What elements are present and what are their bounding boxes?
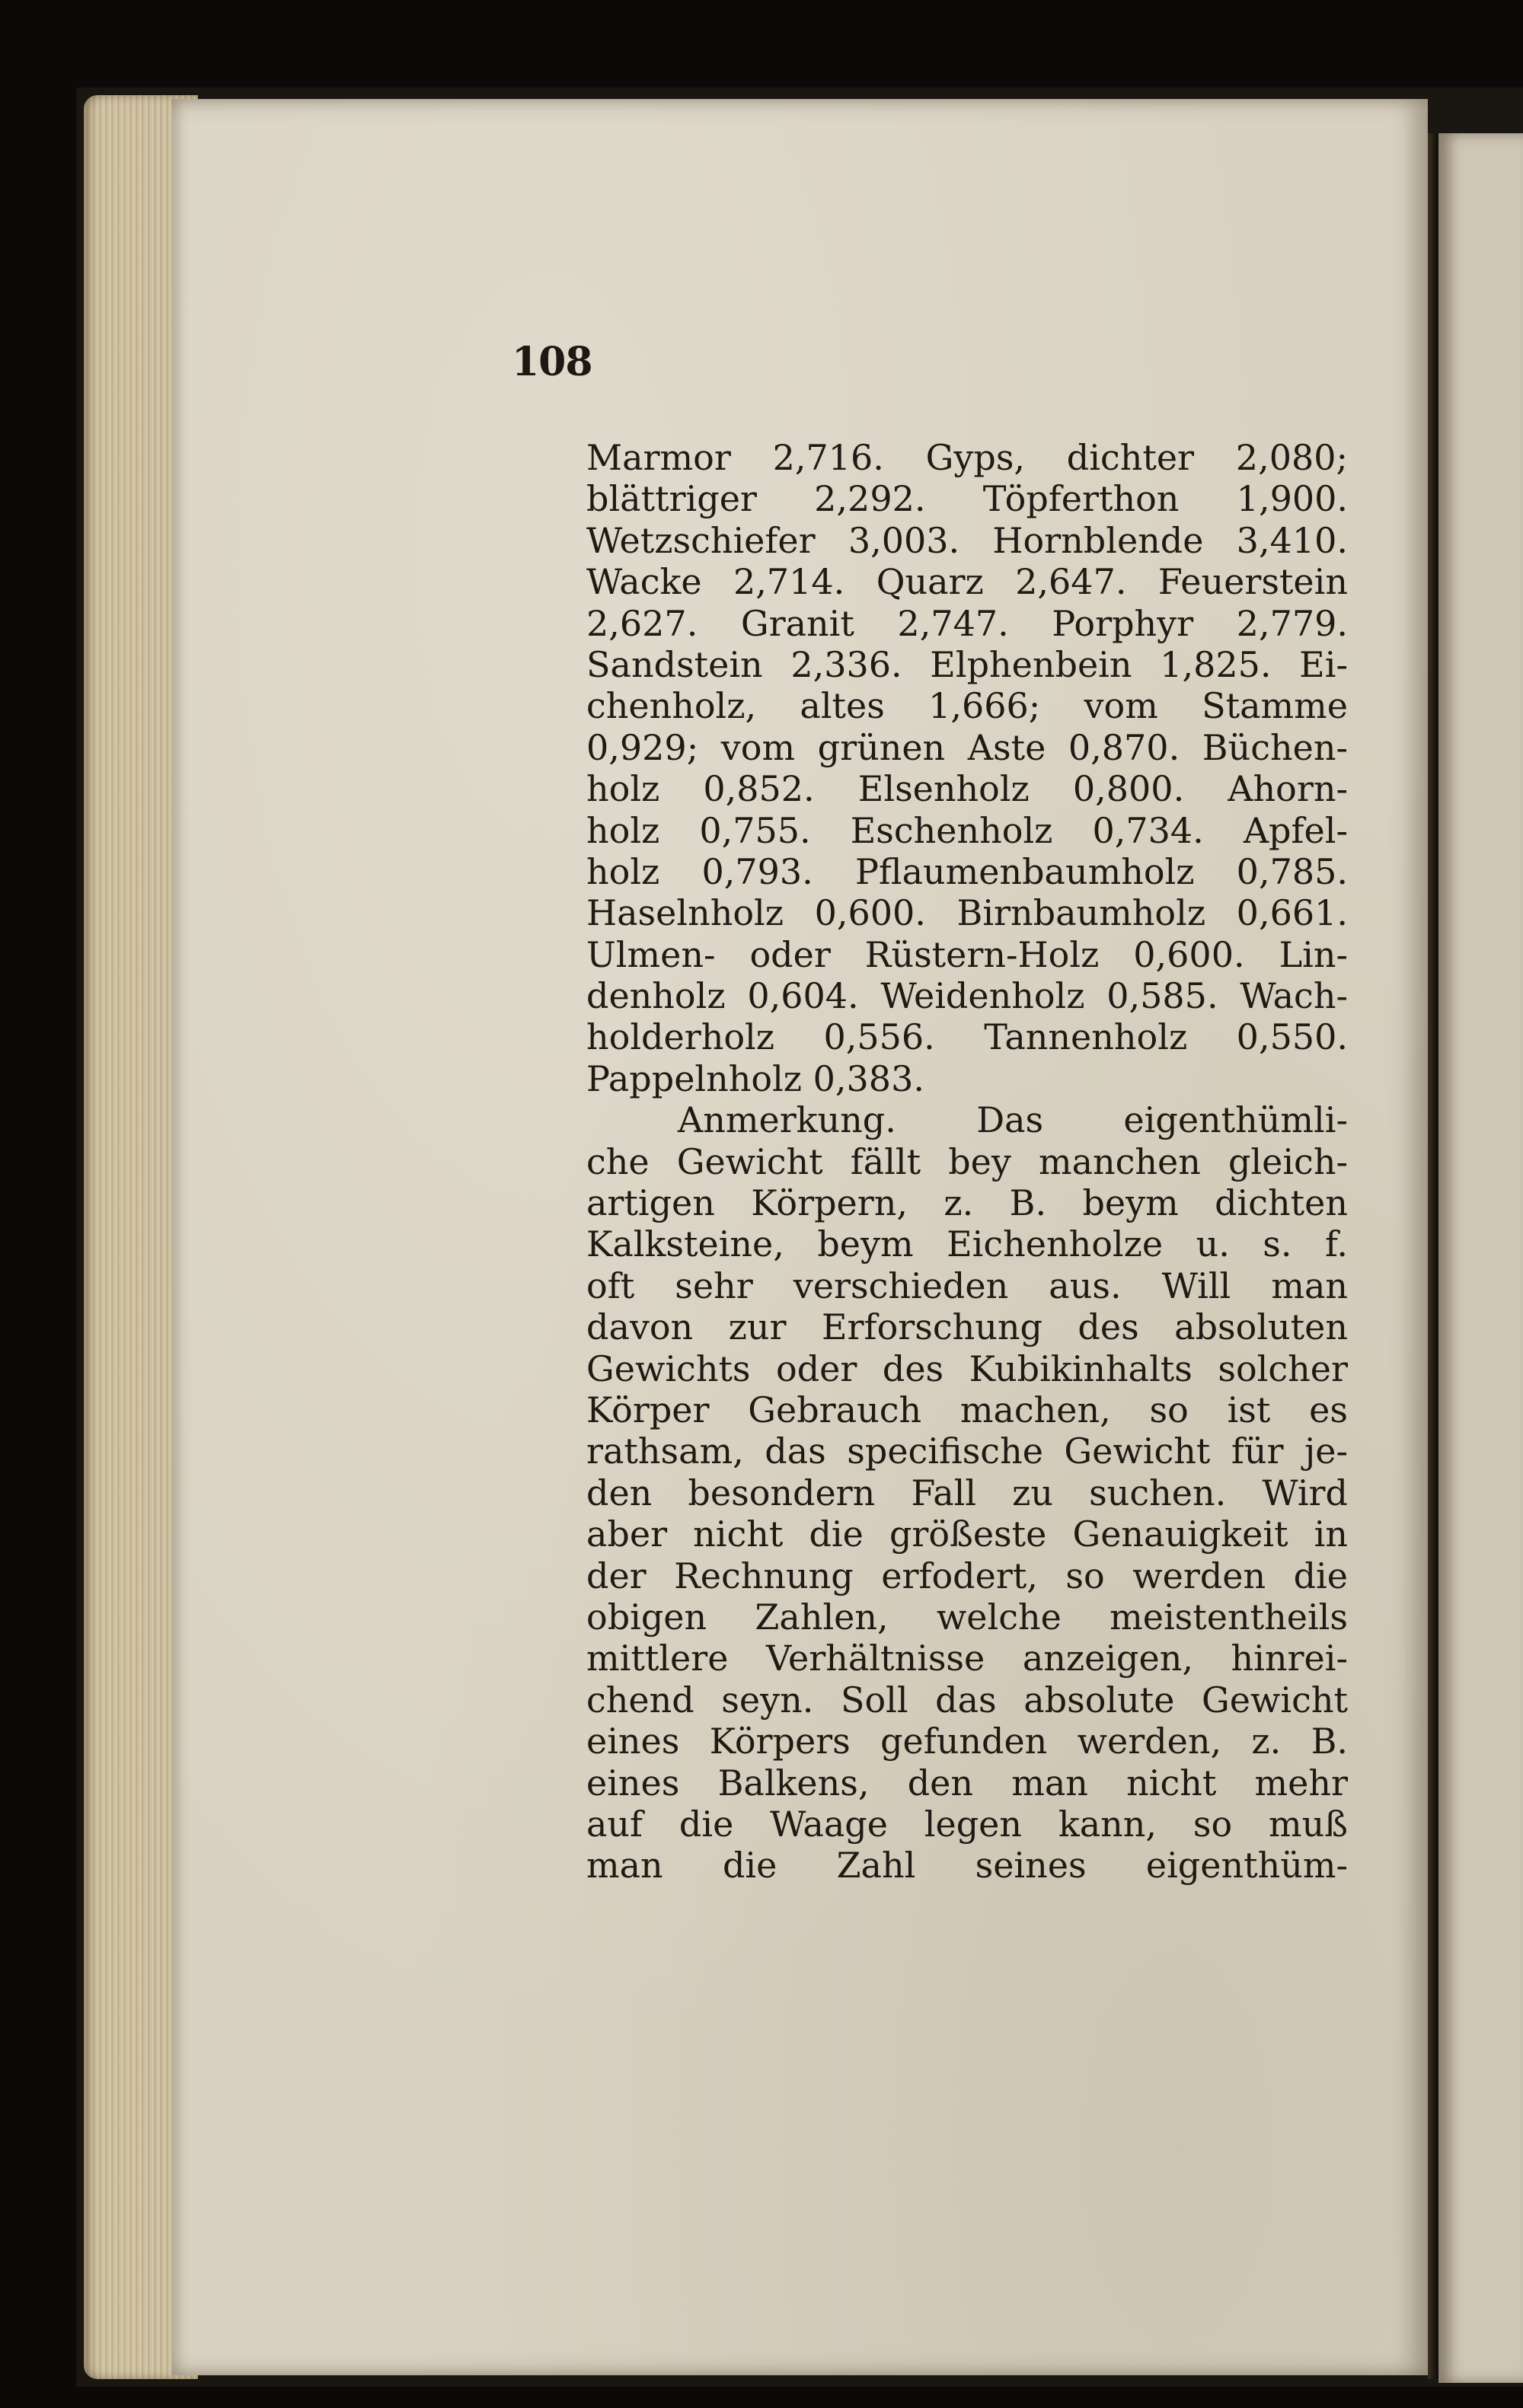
- text-line: eines Körpers gefunden werden, z. B.: [586, 1721, 1348, 1762]
- text-line: obigen Zahlen, welche meistentheils: [586, 1596, 1348, 1638]
- text-line: holz 0,852. Elsenholz 0,800. Ahorn-: [586, 768, 1348, 810]
- text-line: holz 0,755. Eschenholz 0,734. Apfel-: [586, 809, 1348, 851]
- text-line: Kalksteine, beym Eichenholze u. s. f.: [586, 1223, 1348, 1265]
- text-line: rathsam, das specifische Gewicht für je-: [586, 1430, 1348, 1472]
- text-line: chend seyn. Soll das absolute Gewicht: [586, 1679, 1348, 1721]
- text-line: holderholz 0,556. Tannenholz 0,550.: [586, 1016, 1348, 1058]
- text-line: Marmor 2,716. Gyps, dichter 2,080;: [586, 437, 1348, 478]
- text-line: Ulmen- oder Rüstern-Holz 0,600. Lin-: [586, 933, 1348, 975]
- page-number: 108: [512, 339, 592, 385]
- text-line: Körper Gebrauch machen, so ist es: [586, 1389, 1348, 1430]
- facing-page: [1438, 133, 1523, 2383]
- text-line: man die Zahl seines eigenthüm-: [586, 1845, 1348, 1887]
- text-line: eines Balkens, den man nicht mehr: [586, 1762, 1348, 1804]
- text-line: Wetzschiefer 3,003. Hornblende 3,410.: [586, 519, 1348, 561]
- text-line: denholz 0,604. Weidenholz 0,585. Wach-: [586, 975, 1348, 1017]
- text-line: 2,627. Granit 2,747. Porphyr 2,779.: [586, 602, 1348, 644]
- text-line: 0,929; vom grünen Aste 0,870. Büchen-: [586, 726, 1348, 768]
- text-line: chenholz, altes 1,666; vom Stamme: [586, 685, 1348, 727]
- text-line: Gewichts oder des Kubikinhalts solcher: [586, 1348, 1348, 1389]
- text-line: mittlere Verhältnisse anzeigen, hinrei-: [586, 1638, 1348, 1679]
- text-line: auf die Waage legen kann, so muß: [586, 1803, 1348, 1845]
- text-line: Pappelnholz 0,383.: [586, 1057, 924, 1099]
- book-gutter: [1428, 133, 1438, 2379]
- text-line: artigen Körpern, z. B. beym dichten: [586, 1182, 1348, 1224]
- text-line: oft sehr verschieden aus. Will man: [586, 1265, 1348, 1306]
- text-line: davon zur Erforschung des absoluten: [586, 1306, 1348, 1348]
- text-line: blättriger 2,292. Töpferthon 1,900.: [586, 478, 1348, 520]
- text-line: Sandstein 2,336. Elphenbein 1,825. Ei-: [586, 643, 1348, 685]
- text-line: Haselnholz 0,600. Birnbaumholz 0,661.: [586, 892, 1348, 934]
- text-line: der Rechnung erfodert, so werden die: [586, 1555, 1348, 1596]
- text-line: aber nicht die größeste Genauigkeit in: [586, 1513, 1348, 1555]
- text-line: che Gewicht fällt bey manchen gleich-: [586, 1140, 1348, 1182]
- text-line: den besondern Fall zu suchen. Wird: [586, 1472, 1348, 1513]
- text-line: Wacke 2,714. Quarz 2,647. Feuerstein: [586, 561, 1348, 603]
- section-heading-line: Anmerkung. Das eigenthümli-: [678, 1099, 1348, 1141]
- text-block: [586, 437, 1348, 1887]
- text-line: holz 0,793. Pflaumenbaumholz 0,785.: [586, 850, 1348, 892]
